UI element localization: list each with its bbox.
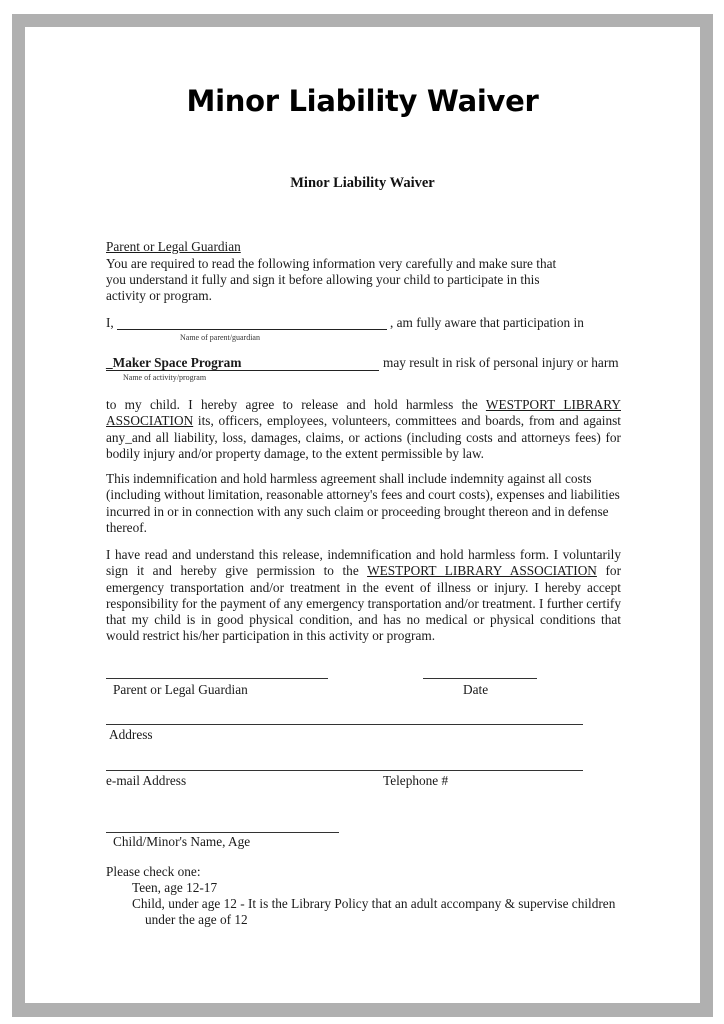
intro-line-3: activity or program. — [106, 288, 212, 303]
check-one-label: Please check one: — [106, 864, 201, 879]
option-child-continuation: under the age of 12 — [145, 912, 248, 927]
program-name-field[interactable]: _Maker Space Program — [106, 355, 242, 370]
date-field[interactable] — [423, 678, 537, 679]
telephone-label: Telephone # — [383, 773, 449, 788]
organization-name: WESTPORT LIBRARY ASSOCIATION — [367, 563, 597, 579]
address-field[interactable] — [106, 724, 583, 725]
address-label: Address — [109, 727, 153, 742]
release-text-2: its, officers, employees, volunteers, committees and boards, from and against any_and all liability, loss, damages, claims, or actions (including costs and attorneys fees) for bodily injury and/or property damage, to the extent permissible by law. — [106, 413, 621, 461]
organization-name: WESTPORT LIBRARY ASSOCIATION — [106, 397, 621, 429]
parent-name-caption: Name of parent/guardian — [180, 333, 260, 342]
indemnification-paragraph: This indemnification and hold harmless agreement shall include indemnity against all costs (including without limitation, reasonable attorney's fees and court costs), expenses and liabilities incurred in or in connection with any such claim or proceeding brought thereon and in defense thereof. — [106, 471, 620, 535]
main-title: Minor Liability Waiver — [186, 84, 539, 118]
date-label: Date — [463, 682, 489, 697]
guardian-signature-field[interactable] — [106, 678, 328, 679]
email-label: e-mail Address — [106, 773, 187, 788]
consent-text-1: I have read and understand this release, indemnification and hold harmless form. I voluntarily sign it and hereby give permission to the — [106, 547, 621, 579]
release-paragraph — [106, 397, 621, 462]
parent-line-suffix: , am fully aware that participation in — [390, 315, 584, 330]
document-page — [25, 27, 700, 1003]
program-line-suffix: may result in risk of personal injury or harm — [383, 355, 619, 370]
intro-line-2: you understand it fully and sign it before allowing your child to participate in this — [106, 272, 540, 287]
guardian-signature-label: Parent or Legal Guardian — [113, 682, 248, 697]
consent-paragraph — [106, 547, 621, 645]
child-name-age-field[interactable] — [106, 832, 339, 833]
email-telephone-field[interactable] — [106, 770, 583, 771]
document-title: Minor Liability Waiver — [290, 175, 435, 191]
program-name-underline — [106, 370, 379, 371]
intro-line-1: You are required to read the following information very carefully and make sure that — [106, 256, 557, 271]
option-child[interactable]: Child, under age 12 - It is the Library Policy that an adult accompany & supervise children — [132, 896, 616, 911]
parent-line-prefix: I, — [106, 315, 114, 330]
option-teen[interactable]: Teen, age 12-17 — [132, 880, 218, 895]
parent-name-field[interactable] — [117, 314, 387, 330]
parent-name-underline — [117, 329, 387, 330]
release-text-1: to my child. I hereby agree to release and hold harmless the — [106, 397, 486, 412]
child-name-age-label: Child/Minor's Name, Age — [113, 834, 251, 849]
consent-text-2: for emergency transportation and/or treatment in the event of illness or injury. I hereby accept responsibility for the payment of any emergency transportation and/or treatment. I further certify that my child is in good physical condition, and has no medical or physical conditions that would restrict his/her participation in this activity or program. — [106, 563, 621, 644]
section-heading: Parent or Legal Guardian — [106, 239, 241, 254]
program-name-caption: Name of activity/program — [123, 373, 207, 382]
